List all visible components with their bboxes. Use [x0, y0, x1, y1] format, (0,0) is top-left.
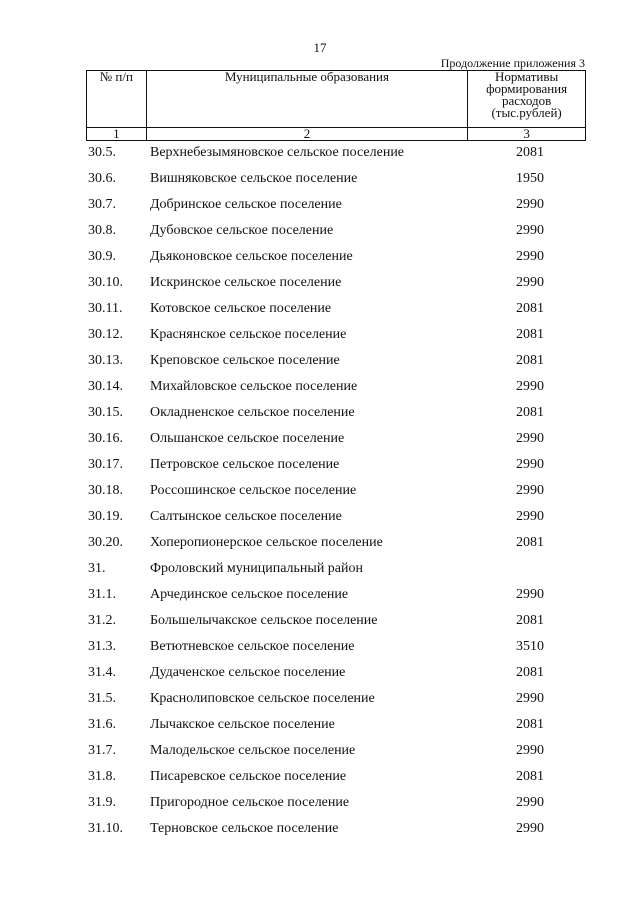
row-name: Арчединское сельское поселение [150, 587, 349, 602]
row-number: 31.6. [88, 717, 116, 732]
row-name: Окладненское сельское поселение [150, 405, 355, 420]
table-header [86, 70, 586, 141]
row-name: Фроловский муниципальный район [150, 561, 364, 576]
table-row [86, 140, 586, 166]
row-value: 2990 [516, 483, 544, 498]
table-row [86, 478, 586, 504]
table-row [86, 556, 586, 582]
table-row [86, 166, 586, 192]
row-value: 2081 [516, 145, 544, 160]
row-name: Пригородное сельское поселение [150, 795, 350, 810]
header-col-name: Муниципальные образования [146, 71, 468, 128]
row-value: 2990 [516, 275, 544, 290]
row-number: 30.19. [88, 509, 123, 524]
row-number: 31.3. [88, 639, 116, 654]
row-name: Лычакское сельское поселение [150, 717, 335, 732]
row-number: 31. [88, 561, 106, 576]
header-num-1: 1 [87, 128, 147, 141]
row-name: Дудаченское сельское поселение [150, 665, 346, 680]
row-value: 2990 [516, 795, 544, 810]
table-row [86, 530, 586, 556]
row-number: 30.15. [88, 405, 123, 420]
row-number: 30.9. [88, 249, 116, 264]
table-row [86, 504, 586, 530]
row-number: 31.10. [88, 821, 123, 836]
row-value: 2990 [516, 379, 544, 394]
row-value: 2081 [516, 769, 544, 784]
table-row [86, 348, 586, 374]
row-name: Малодельское сельское поселение [150, 743, 356, 758]
table-row [86, 816, 586, 842]
table-row [86, 738, 586, 764]
row-value: 2081 [516, 717, 544, 732]
row-number: 31.9. [88, 795, 116, 810]
table-row [86, 582, 586, 608]
row-value: 2990 [516, 249, 544, 264]
row-number: 30.18. [88, 483, 123, 498]
row-number: 31.1. [88, 587, 116, 602]
row-value: 2081 [516, 353, 544, 368]
row-number: 30.14. [88, 379, 123, 394]
row-name: Добринское сельское поселение [150, 197, 342, 212]
row-value: 2990 [516, 431, 544, 446]
header-col-value: Нормативы формирования расходов (тыс.рублей) [468, 71, 586, 128]
table-row [86, 452, 586, 478]
table-row [86, 270, 586, 296]
table-row [86, 244, 586, 270]
row-name: Петровское сельское поселение [150, 457, 340, 472]
row-name: Вишняковское сельское поселение [150, 171, 358, 186]
table-row [86, 296, 586, 322]
row-name: Верхнебезымяновское сельское поселение [150, 145, 405, 160]
table-row [86, 686, 586, 712]
row-value: 2081 [516, 613, 544, 628]
table-row [86, 712, 586, 738]
table-row [86, 790, 586, 816]
row-name: Искринское сельское поселение [150, 275, 342, 290]
row-number: 31.4. [88, 665, 116, 680]
row-value: 2990 [516, 587, 544, 602]
row-name: Салтынское сельское поселение [150, 509, 342, 524]
row-number: 30.8. [88, 223, 116, 238]
row-number: 30.11. [88, 301, 123, 316]
header-num-2: 2 [146, 128, 468, 141]
row-number: 30.16. [88, 431, 123, 446]
row-name: Краснолиповское сельское поселение [150, 691, 375, 706]
row-number: 30.7. [88, 197, 116, 212]
row-number: 30.13. [88, 353, 123, 368]
row-number: 30.12. [88, 327, 123, 342]
row-name: Россошинское сельское поселение [150, 483, 357, 498]
table-row [86, 374, 586, 400]
table-row [86, 660, 586, 686]
table-row [86, 400, 586, 426]
table-row [86, 608, 586, 634]
row-value: 2081 [516, 665, 544, 680]
row-value: 1950 [516, 171, 544, 186]
row-value: 2990 [516, 821, 544, 836]
row-value: 2990 [516, 223, 544, 238]
row-name: Писаревское сельское поселение [150, 769, 347, 784]
row-value: 2081 [516, 405, 544, 420]
row-name: Терновское сельское поселение [150, 821, 339, 836]
row-value: 2990 [516, 197, 544, 212]
table-row [86, 634, 586, 660]
table-row [86, 192, 586, 218]
table-row [86, 218, 586, 244]
row-value: 2990 [516, 743, 544, 758]
row-name: Дьяконовское сельское поселение [150, 249, 353, 264]
row-name: Креповское сельское поселение [150, 353, 340, 368]
row-number: 30.10. [88, 275, 123, 290]
row-number: 31.8. [88, 769, 116, 784]
page-number: 17 [313, 40, 327, 55]
header-col-number: № п/п [87, 71, 147, 128]
row-name: Михайловское сельское поселение [150, 379, 358, 394]
appendix-note: Продолжение приложения 3 [440, 56, 585, 70]
row-number: 31.7. [88, 743, 116, 758]
row-number: 30.6. [88, 171, 116, 186]
row-name: Хоперопионерское сельское поселение [150, 535, 383, 550]
row-number: 31.2. [88, 613, 116, 628]
row-value: 3510 [516, 639, 544, 654]
row-name: Котовское сельское поселение [150, 301, 332, 316]
row-name: Большелычакское сельское поселение [150, 613, 378, 628]
row-value: 2990 [516, 457, 544, 472]
row-value: 2990 [516, 691, 544, 706]
row-number: 31.5. [88, 691, 116, 706]
row-name: Краснянское сельское поселение [150, 327, 347, 342]
row-value: 2081 [516, 327, 544, 342]
table-row [86, 426, 586, 452]
header-num-3: 3 [468, 128, 586, 141]
row-number: 30.20. [88, 535, 123, 550]
row-name: Дубовское сельское поселение [150, 223, 334, 238]
row-value: 2081 [516, 301, 544, 316]
table-row [86, 322, 586, 348]
row-name: Ольшанское сельское поселение [150, 431, 345, 446]
row-number: 30.5. [88, 145, 116, 160]
row-value: 2990 [516, 509, 544, 524]
row-name: Ветютневское сельское поселение [150, 639, 355, 654]
table-row [86, 764, 586, 790]
row-number: 30.17. [88, 457, 123, 472]
row-value: 2081 [516, 535, 544, 550]
table-body [86, 140, 586, 842]
